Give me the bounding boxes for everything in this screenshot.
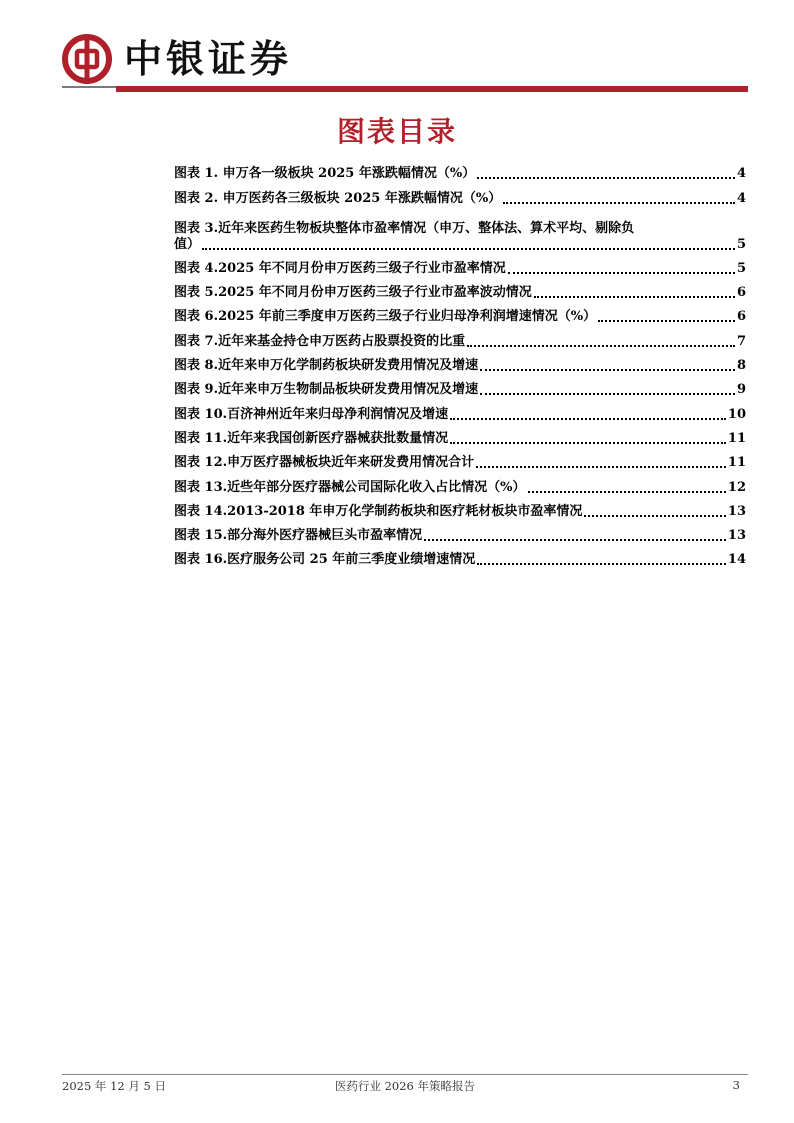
toc-entry-page: 8 xyxy=(736,358,746,374)
toc-entry-label: 图表 10.百济神州近年来归母净利润情况及增速 xyxy=(174,406,449,422)
toc-entry-page: 11 xyxy=(727,430,746,446)
footer-doc-title: 医药行业 2026 年策略报告 xyxy=(334,1079,476,1093)
toc-entry-label: 图表 8.近年来申万化学制药板块研发费用情况及增速 xyxy=(174,358,479,374)
toc-entry-label: 图表 3.近年来医药生物板块整体市盈率情况（申万、整体法、算术平均、剔除负 xyxy=(174,220,635,236)
footer-page-number: 3 xyxy=(732,1078,740,1092)
page-footer xyxy=(62,1078,748,1096)
toc-entry-page: 14 xyxy=(727,552,746,568)
toc-entry-label: 图表 6.2025 年前三季度申万医药三级子行业归母净利润增速情况（%） xyxy=(174,309,597,325)
toc-leader-dots xyxy=(450,441,726,444)
toc-entry-label: 图表 2. 申万医药各三级板块 2025 年涨跌幅情况（%） xyxy=(174,190,502,206)
toc-entry-page: 5 xyxy=(736,260,746,276)
toc-entry-page: 9 xyxy=(736,382,746,398)
page-header xyxy=(0,0,794,95)
toc-entry-page: 12 xyxy=(727,479,746,495)
toc-leader-dots xyxy=(476,465,726,468)
toc-entry-label: 图表 1. 申万各一级板块 2025 年涨跌幅情况（%） xyxy=(174,166,476,182)
toc-leader-dots xyxy=(477,562,726,565)
toc-entry[interactable] xyxy=(174,207,746,253)
toc-entry[interactable] xyxy=(174,398,746,422)
toc-leader-dots xyxy=(467,344,735,347)
toc-entry-page: 7 xyxy=(736,333,746,349)
toc-entry-label: 图表 16.医疗服务公司 25 年前三季度业绩增速情况 xyxy=(174,552,476,568)
toc-entry[interactable] xyxy=(174,277,746,301)
bank-of-china-logo-icon xyxy=(62,34,112,84)
toc-entry-label: 图表 4.2025 年不同月份申万医药三级子行业市盈率情况 xyxy=(174,260,506,276)
toc-entry-label: 图表 15.部分海外医疗器械巨头市盈率情况 xyxy=(174,528,423,544)
toc-entry[interactable] xyxy=(174,374,746,398)
footer-date: 2025 年 12 月 5 日 xyxy=(62,1079,166,1093)
footer-rule xyxy=(62,1074,748,1075)
brand-logo xyxy=(62,34,292,84)
toc-entry[interactable] xyxy=(174,544,746,568)
toc-entry-page: 4 xyxy=(736,166,746,182)
toc-entry-label: 图表 9.近年来申万生物制品板块研发费用情况及增速 xyxy=(174,382,479,398)
toc-entry-page: 13 xyxy=(727,503,746,519)
toc-entry-page: 6 xyxy=(736,285,746,301)
toc-leader-dots xyxy=(508,271,735,274)
toc-entry-page: 11 xyxy=(727,455,746,471)
toc-leader-dots xyxy=(202,247,735,250)
toc-leader-dots xyxy=(584,514,725,517)
toc-entry-label: 图表 13.近些年部分医疗器械公司国际化收入占比情况（%） xyxy=(174,479,526,495)
toc-leader-dots xyxy=(480,368,735,371)
toc-leader-dots xyxy=(424,538,726,541)
header-rule-red xyxy=(116,86,748,92)
toc-entry[interactable] xyxy=(174,158,746,182)
toc-entry[interactable] xyxy=(174,350,746,374)
toc-entry-label: 图表 5.2025 年不同月份申万医药三级子行业市盈率波动情况 xyxy=(174,285,532,301)
toc-entry[interactable] xyxy=(174,423,746,447)
toc-entry[interactable] xyxy=(174,447,746,471)
toc-entry[interactable] xyxy=(174,520,746,544)
toc-leader-dots xyxy=(503,201,735,204)
toc-title: 图表目录 xyxy=(336,115,457,148)
toc-entry[interactable] xyxy=(174,496,746,520)
brand-name: 中银证券 xyxy=(124,37,293,81)
toc-entry[interactable] xyxy=(174,253,746,277)
toc-entry-page: 5 xyxy=(736,236,746,252)
toc-entry-page: 4 xyxy=(736,190,746,206)
toc-leader-dots xyxy=(528,490,726,493)
toc-entry-page: 6 xyxy=(736,309,746,325)
toc-leader-dots xyxy=(534,295,735,298)
toc-entry-page: 10 xyxy=(727,406,746,422)
toc-list xyxy=(174,158,746,568)
toc-leader-dots xyxy=(480,392,735,395)
toc-entry-label: 图表 14.2013-2018 年申万化学制药板块和医疗耗材板块市盈率情况 xyxy=(174,503,583,519)
toc-entry-page: 13 xyxy=(727,528,746,544)
toc-entry-label: 图表 7.近年来基金持仓申万医药占股票投资的比重 xyxy=(174,333,466,349)
toc-leader-dots xyxy=(450,417,726,420)
toc-entry-label: 图表 11.近年来我国创新医疗器械获批数量情况 xyxy=(174,430,449,446)
toc-entry[interactable] xyxy=(174,301,746,325)
toc-entry[interactable] xyxy=(174,471,746,495)
toc-entry-label-continued: 值） xyxy=(174,236,201,252)
toc-entry-label: 图表 12.申万医疗器械板块近年来研发费用情况合计 xyxy=(174,455,475,471)
toc-leader-dots xyxy=(598,319,735,322)
toc-entry[interactable] xyxy=(174,182,746,206)
toc-leader-dots xyxy=(477,176,735,179)
toc-entry[interactable] xyxy=(174,325,746,349)
